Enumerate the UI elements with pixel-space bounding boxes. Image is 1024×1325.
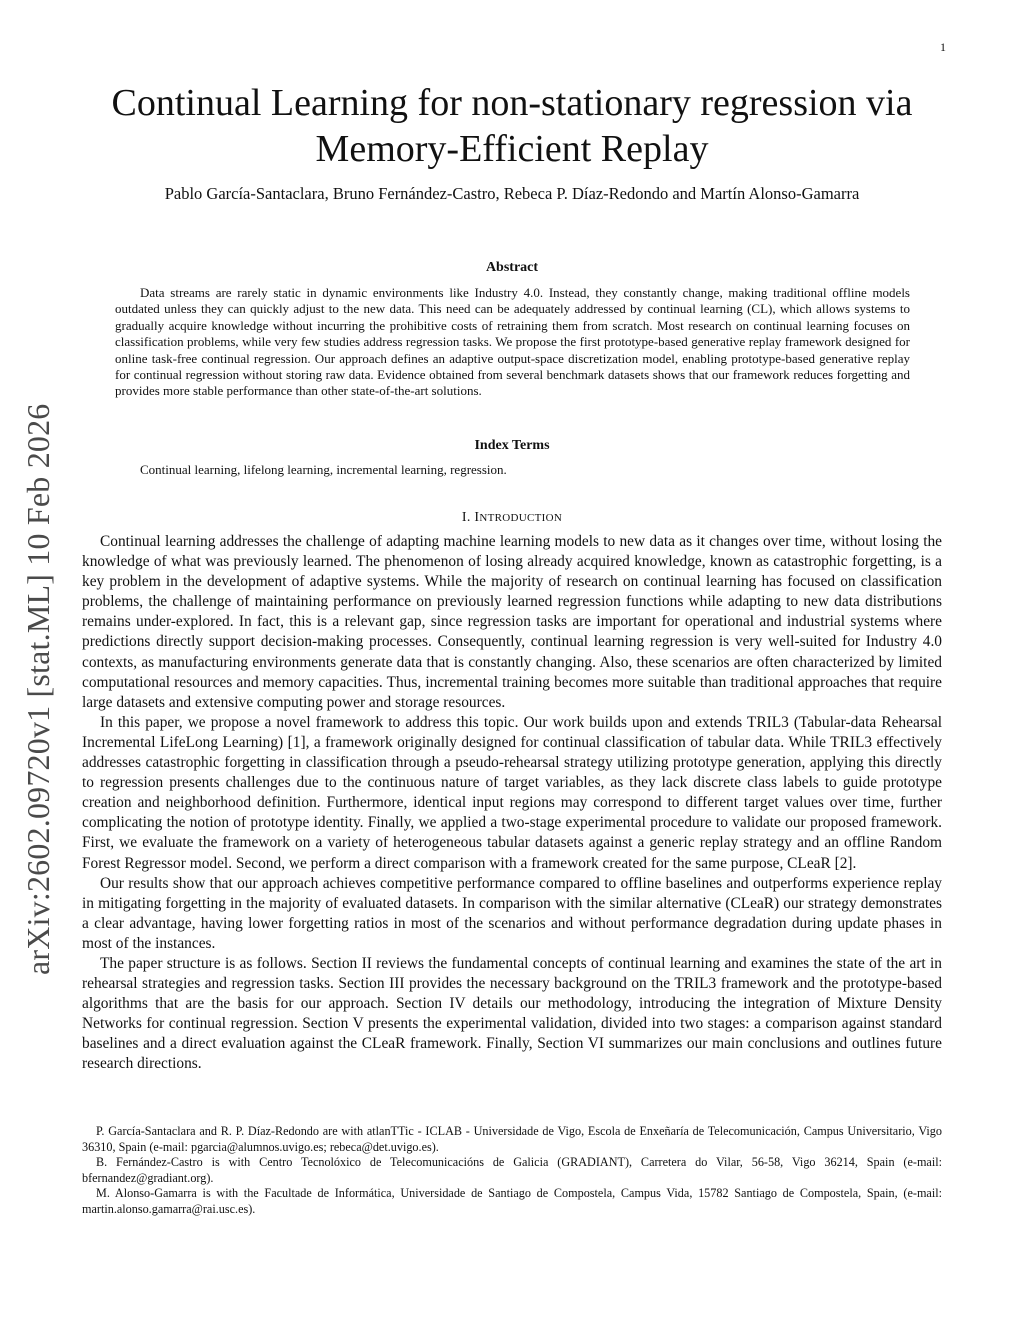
paper-title: Continual Learning for non-stationary regression via Memory-Efficient Replay — [111, 82, 913, 170]
paragraph: Continual learning addresses the challenge of adapting machine learning models to new data as it changes over time, without losing the knowledge of what was previously learned. The phenomenon of losing already acquired knowledge, known as catastrophic forgetting, is a key problem in the development of adaptive systems. While the majority of research on continual learning has focused on classification problems, the challenge of maintaining performance on previously learned regression functions while adapting to new data distributions remains under-explored. In fact, this is a relevant gap, since regression tasks are important for operational and industrial systems where predictions directly support decision-making processes. Consequently, continual learning regression is very well-suited for Industry 4.0 contexts, as manufacturing environments generate data that is constantly changing. Also, these scenarios are often characterized by limited computational resources and memory capacities. Thus, incremental training becomes more suitable than traditional approaches that require large datasets and extensive computing power and storage resources. — [82, 533, 942, 711]
section-title-rest: NTRODUCTION — [479, 512, 563, 524]
footnote: P. García-Santaclara and R. P. Díaz-Redondo are with atlanTTic - ICLAB - Universidade de Vigo, Escola de Enxeñaría de Telecomunicación, Campus Universitario, Vigo 36310, Spain (e-mail: pgarcia@alumnos.uvigo.es; rebeca@det.uvigo.es). — [82, 1124, 942, 1154]
page-number: 1 — [940, 40, 946, 54]
author-list: Pablo García-Santaclara, Bruno Fernández-Castro, Rebeca P. Díaz-Redondo and Martín Alonso-Gamarra — [164, 184, 860, 203]
section-number: I. — [461, 510, 475, 525]
author-affiliation-footnotes — [82, 1124, 942, 1218]
index-terms-text: Continual learning, lifelong learning, incremental learning, regression. — [140, 462, 507, 477]
section-title-initial: I — [474, 510, 480, 525]
abstract-heading: Abstract — [485, 260, 539, 275]
index-terms-heading: Index Terms — [474, 438, 550, 453]
footnote: B. Fernández-Castro is with Centro Tecnolóxico de Telecomunicacións de Galicia (GRADIANT), Carretera do Vilar, 56-58, Vigo 36214, Spain (e-mail: bfernandez@gradiant.org). — [82, 1155, 942, 1185]
abstract-text: Data streams are rarely static in dynamic environments like Industry 4.0. Instead, they constantly change, making traditional offline models outdated unless they can quickly adjust to the new data. This need can be adequately addressed by continual learning (CL), which allows systems to gradually acquire knowledge without incurring the prohibitive costs of retraining them from scratch. Most research on continual learning focuses on classification problems, while very few studies address regression tasks. We propose the first prototype-based generative replay framework designed for online task-free continual regression. Our approach defines an adaptive output-space discretization model, enabling prototype-based generative replay for continual regression without storing raw data. Evidence obtained from several benchmark datasets shows that our framework reduces forgetting and provides more stable performance than other state-of-the-art solutions. — [115, 285, 910, 399]
section-heading-introduction — [0, 510, 1024, 526]
introduction-body — [82, 532, 942, 1075]
arxiv-identifier-stamp[interactable]: arXiv:2602.09720v1 [stat.ML] 10 Feb 2026 — [20, 403, 56, 975]
paragraph: Our results show that our approach achieves competitive performance compared to offline baselines and outperforms experience replay in mitigating forgetting in the majority of evaluated datasets. In comparison with the similar alternative (CLeaR) our strategy demonstrates a clear advantage, having lower forgetting ratios in most of the scenarios and without performance degradation during update phases in most of the instances. — [82, 874, 942, 952]
paragraph: The paper structure is as follows. Section II reviews the fundamental concepts of continual learning and examines the state of the art in rehearsal strategies and regression tasks. Section III provides the necessary background on the TRIL3 framework and the prototype-based algorithms that are the basis for our approach. Section IV details our methodology, introducing the integration of Mixture Density Networks for continual regression. Section V presents the experimental validation, divided into two stages: a comparison against standard baselines and a direct evaluation against the CLeaR framework. Finally, Section VI summarizes our main conclusions and outlines future research directions. — [82, 954, 942, 1073]
paragraph: In this paper, we propose a novel framework to address this topic. Our work builds upon and extends TRIL3 (Tabular-data Rehearsal Incremental LifeLong Learning) [1], a framework originally designed for continual classification of tabular data. While TRIL3 effectively addresses catastrophic forgetting in classification through a pseudo-rehearsal strategy utilizing prototype generation, applying this directly to regression presents challenges due to the continuous nature of target variables, as they lack discrete class labels to guide prototype creation and neighborhood definition. Furthermore, identical input regions may correspond to different target values over time, further complicating the notion of prototype identity. Finally, we applied a two-stage experimental procedure to validate our proposed framework. First, we evaluate the framework on a variety of heterogeneous tabular datasets against a generic replay strategy and an offline Random Forest Regressor model. Second, we perform a direct comparison with a framework created for the same purpose, CLeaR [2]. — [82, 713, 942, 872]
footnote: M. Alonso-Gamarra is with the Facultade de Informática, Universidade de Santiago de Compostela, Campus Vida, 15782 Santiago de Compostela, Spain, (e-mail: martin.alonso.gamarra@rai.usc.es). — [82, 1186, 942, 1216]
